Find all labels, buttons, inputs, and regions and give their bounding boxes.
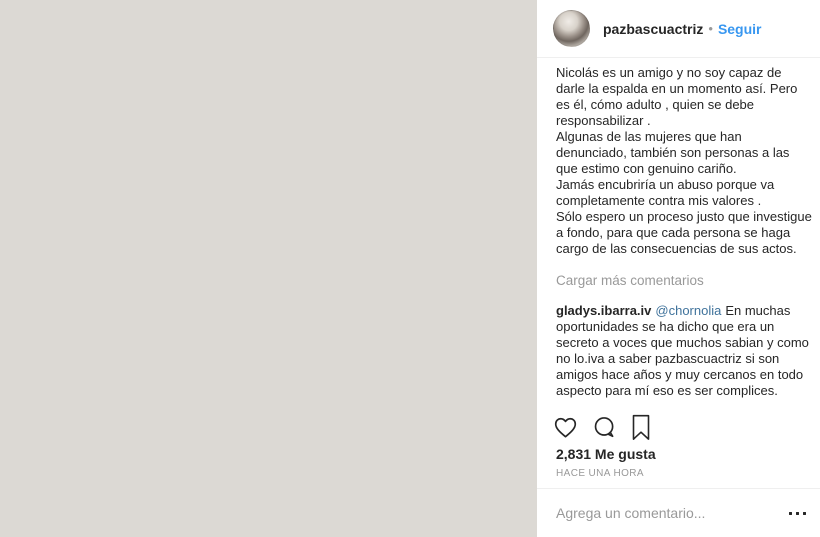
like-button[interactable] (553, 415, 578, 440)
post-detail-panel (537, 0, 820, 537)
avatar[interactable] (553, 10, 590, 47)
add-comment-input[interactable] (556, 505, 785, 521)
mention-link[interactable]: @chornolia (655, 303, 722, 318)
speech-bubble-icon (592, 415, 617, 440)
comment-author-link[interactable]: gladys.ibarra.iv (556, 303, 652, 318)
save-button[interactable] (631, 414, 651, 441)
caption-paragraph: Sólo espero un proceso justo que investigue a fondo, para que cada persona se haga cargo de las consecuencias de sus actos. (556, 209, 812, 256)
follow-button[interactable]: Seguir (717, 20, 762, 37)
more-options-icon[interactable] (785, 506, 810, 521)
actions-row (537, 406, 820, 440)
load-more-comments-button[interactable]: Cargar más comentarios (556, 273, 704, 288)
separator-dot: • (708, 21, 713, 36)
bookmark-icon (631, 414, 651, 441)
header-text (603, 21, 762, 37)
comment-button[interactable] (592, 415, 617, 440)
post-footer (537, 406, 820, 537)
post-header (537, 0, 820, 58)
caption-paragraph: Jamás encubriría un abuso porque va completamente contra mis valores . (556, 177, 775, 208)
caption-paragraph: Nicolás es un amigo y no soy capaz de darle la espalda en un momento así. Pero es él, cómo adulto , quien se debe responsabilizar . (556, 65, 798, 128)
likes-count[interactable]: 2,831 Me gusta (556, 446, 656, 462)
post-caption (556, 65, 812, 257)
add-comment-row (537, 488, 820, 537)
username-link[interactable]: pazbascuactriz (603, 20, 704, 37)
comment-text: En muchas oportunidades se ha dicho que era un secreto a voces que muchos sabian y como no lo.iva a saber pazbascuactriz si son amigos hace años y muy cercanos en todo aspecto para mí eso es ser complices. (556, 303, 809, 398)
heart-icon (553, 415, 578, 440)
caption-paragraph: Algunas de las mujeres que han denunciado, también son personas a las que estimo con genuino cariño. (556, 129, 790, 176)
timestamp: HACE UNA HORA (556, 468, 644, 479)
comment-item (556, 303, 812, 399)
comments-scroll-area (537, 58, 820, 406)
